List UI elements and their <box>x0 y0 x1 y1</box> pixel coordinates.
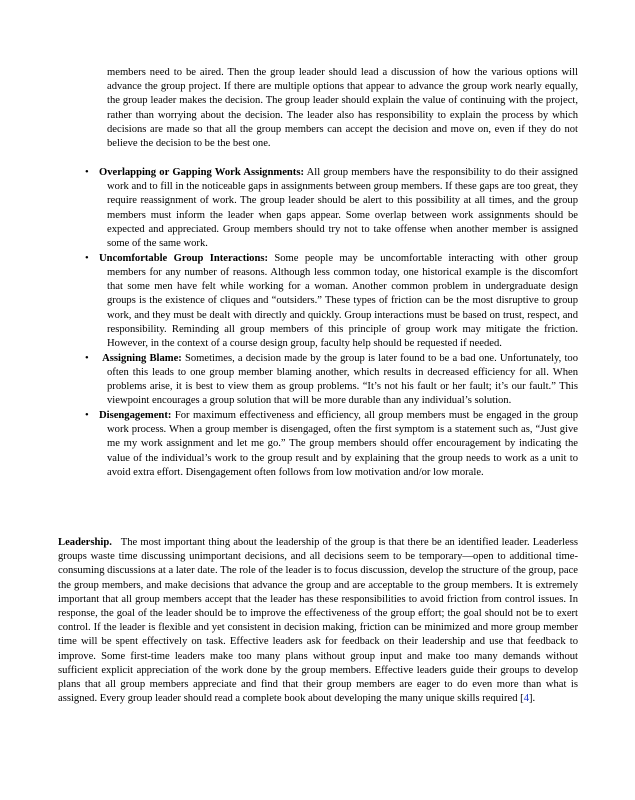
bullet-icon: • <box>85 352 89 364</box>
continuation-paragraph: members need to be aired. Then the group leader should lead a discussion of how the various options will advance the group project. If there are multiple options that appear to advance the group work nearly equally, the group leader makes the decision. The group leader should explain the value of continuing with the project, rather than worrying about the decision. The leader also has responsibility to explain the process by which decisions are made so that all the group members can accept the decision and move on, even if they do not believe the decision to be the best one. <box>107 67 578 150</box>
list-item-body <box>99 252 579 351</box>
leadership-term: Leadership. <box>58 537 112 548</box>
list-item-body <box>99 409 578 480</box>
leadership-paragraph <box>58 536 578 706</box>
list-item-blame <box>80 352 578 409</box>
list-item-text: For maximum effectiveness and efficiency, all group members must be engaged in the group work process. When a group member is disengaged, often the first symptom is a statement such as, “Just give me my work assignment and let me go.” The group members should offer encouragement by indicating the value of the individual’s work to the group result and by explaining that the group needs to work as a unit to avoid extra effort. Disengagement often follows from low motivation and/or low morale. <box>107 409 578 478</box>
list-item-term: Overlapping or Gapping Work Assignments: <box>99 167 304 178</box>
list-item-text: All group members have the responsibility to do their assigned work and to fill in the noticeable gaps in assignments between group members. If these gaps are too great, they require reassignment of work. The group leader should be alert to this possibility at all times, and the group members must inform the leader when gaps appear. Some overlap between work assignments should be expected and appreciated. Group members should try not to take offense when another member is assigned some of the same work. <box>107 167 578 250</box>
list-item-overlapping <box>80 166 578 251</box>
bullet-icon: • <box>85 409 89 421</box>
list-item-body <box>102 352 578 409</box>
list-item-term: Disengagement: <box>99 409 172 421</box>
citation-link[interactable]: 4 <box>523 693 529 705</box>
list-item-text: Sometimes, a decision made by the group is later found to be a bad one. Unfortunately, too often this leads to one group member blaming another, which results in decreased efficiency for all. When problems arise, it is best to view them as group problems. “It’s not his fault or her fault; it’s our fault.” This viewpoint encourages a group solution that will be more durable than any individual’s solution. <box>107 352 578 407</box>
list-item-term: Assigning Blame: <box>102 352 182 364</box>
bullet-icon: • <box>85 167 89 178</box>
bullet-list <box>80 166 578 480</box>
leadership-end: ]. <box>529 693 536 705</box>
list-item-body <box>99 166 578 251</box>
list-item-text: Some people may be uncomfortable interacting with other group members for any number of reasons. Although less common today, one historical example is the discomfort that some men have felt while working for a woman. Another common problem in undergraduate design groups is the existence of cliques and “outsiders.” These types of friction can be the most disruptive to group work, and they must be dealt with directly and quickly. Group interactions must be based on trust, respect, and responsibility. Reminding all group members of this principle of group work may mitigate the friction. However, in the context of a course design group, faculty help should be requested if needed. <box>107 252 579 349</box>
list-item-uncomfortable <box>80 252 578 351</box>
bullet-icon: • <box>85 252 89 264</box>
leadership-text: The most important thing about the leadership of the group is that there be an identified leader. Leaderless groups waste time discussing unimportant decisions, and all decisions seem to be temporary—open to additional time-consuming discussions at a later date. The role of the leader is to focus discussion, develop the structure of the group, pace the group members, and make decisions that advance the group and are acceptable to the group members. It is extremely important that all group members accept that the leader has these responsibilities to avoid friction from control issues. In response, the goal of the leader should be to improve the effectiveness of the group effort; the goal should not be to exert control. If the leader is flexible and yet consistent in decision making, friction can be minimized and more group member time will be spent effectively on task. Effective leaders ask for feedback on their leadership and use that feedback to improve. Some first-time leaders make too many plans without group input and make too many demands without sufficient explicit appreciation of the work done by the group members. Effective leaders guide their groups to develop plans that all group members appreciate and find that their group members are eager to do even more than what is assigned. Every group leader should read a complete book about developing the many unique skills required [ <box>58 537 578 705</box>
list-item-term: Uncomfortable Group Interactions: <box>99 252 269 264</box>
list-item-disengagement <box>80 409 578 480</box>
